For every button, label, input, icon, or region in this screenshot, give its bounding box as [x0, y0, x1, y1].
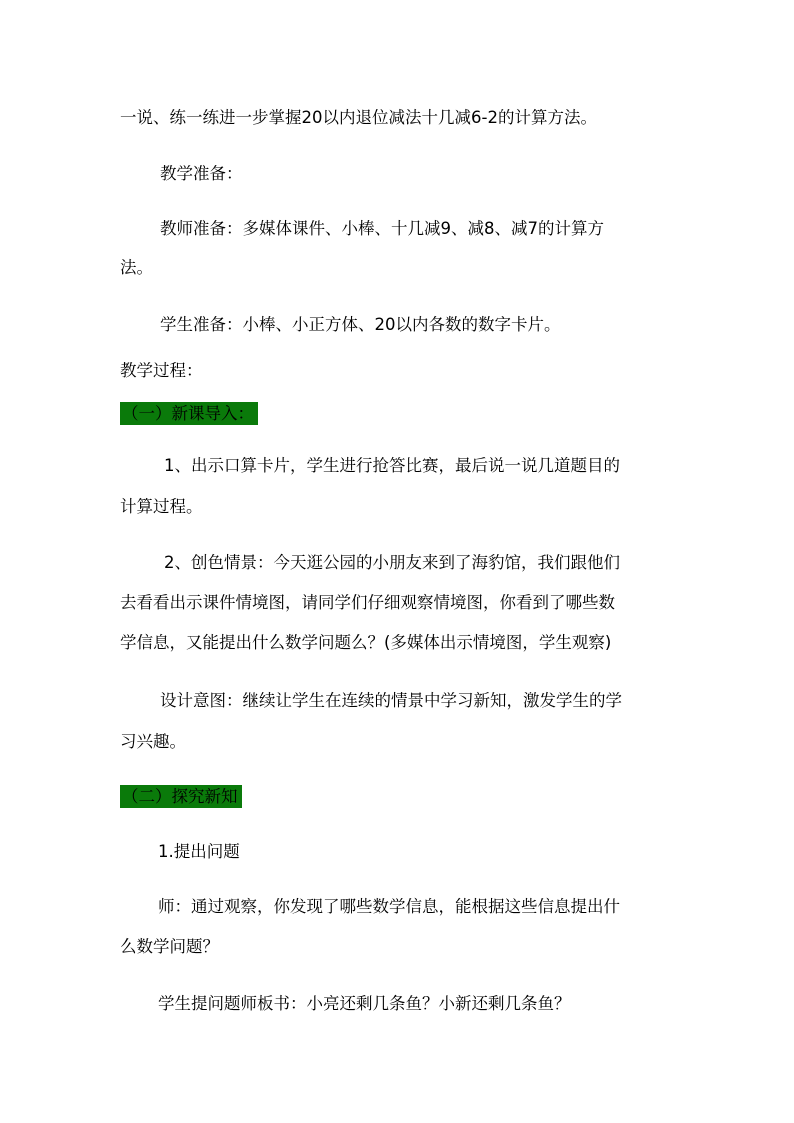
intro-line: 一说、练一练进一步掌握20以内退位减法十几减6-2的计算方法。 [120, 108, 597, 127]
para1-line-1: 1、出示口算卡片，学生进行抢答比赛，最后说一说几道题目的 [164, 456, 620, 475]
para5-line: 学生提问题师板书：小亮还剩几条鱼？小新还剩几条鱼？ [158, 994, 571, 1013]
student-prep-line: 学生准备：小棒、小正方体、20以内各数的数字卡片。 [160, 315, 561, 334]
para4-line-2: 么数学问题？ [120, 937, 219, 956]
subsection-heading: 1.提出问题 [158, 842, 240, 861]
para1-line-2: 计算过程。 [120, 497, 203, 516]
para3-line-1: 设计意图：继续让学生在连续的情景中学习新知，激发学生的学 [160, 691, 622, 710]
prep-heading: 教学准备： [160, 164, 243, 183]
para2-line-1: 2、创色情景：今天逛公园的小朋友来到了海豹馆，我们跟他们 [164, 553, 620, 572]
para4-line-1: 师：通过观察，你发现了哪些数学信息，能根据这些信息提出什 [158, 897, 620, 916]
section-heading-1-text: （一）新课导入： [120, 402, 258, 425]
section-heading-1 [120, 403, 258, 425]
teacher-prep-line-2: 法。 [120, 258, 153, 277]
para2-line-2: 去看看出示课件情境图，请同学们仔细观察情境图，你看到了哪些数 [120, 593, 615, 612]
teacher-prep-line-1: 教师准备：多媒体课件、小棒、十几减9、减8、减7的计算方 [160, 219, 604, 238]
section-heading-2-text: （二）探究新知 [120, 785, 242, 808]
process-heading: 教学过程： [120, 361, 203, 380]
para2-line-3: 学信息，又能提出什么数学问题么？(多媒体出示情境图，学生观察) [120, 633, 612, 652]
para3-line-2: 习兴趣。 [120, 732, 186, 751]
section-heading-2 [120, 786, 242, 808]
